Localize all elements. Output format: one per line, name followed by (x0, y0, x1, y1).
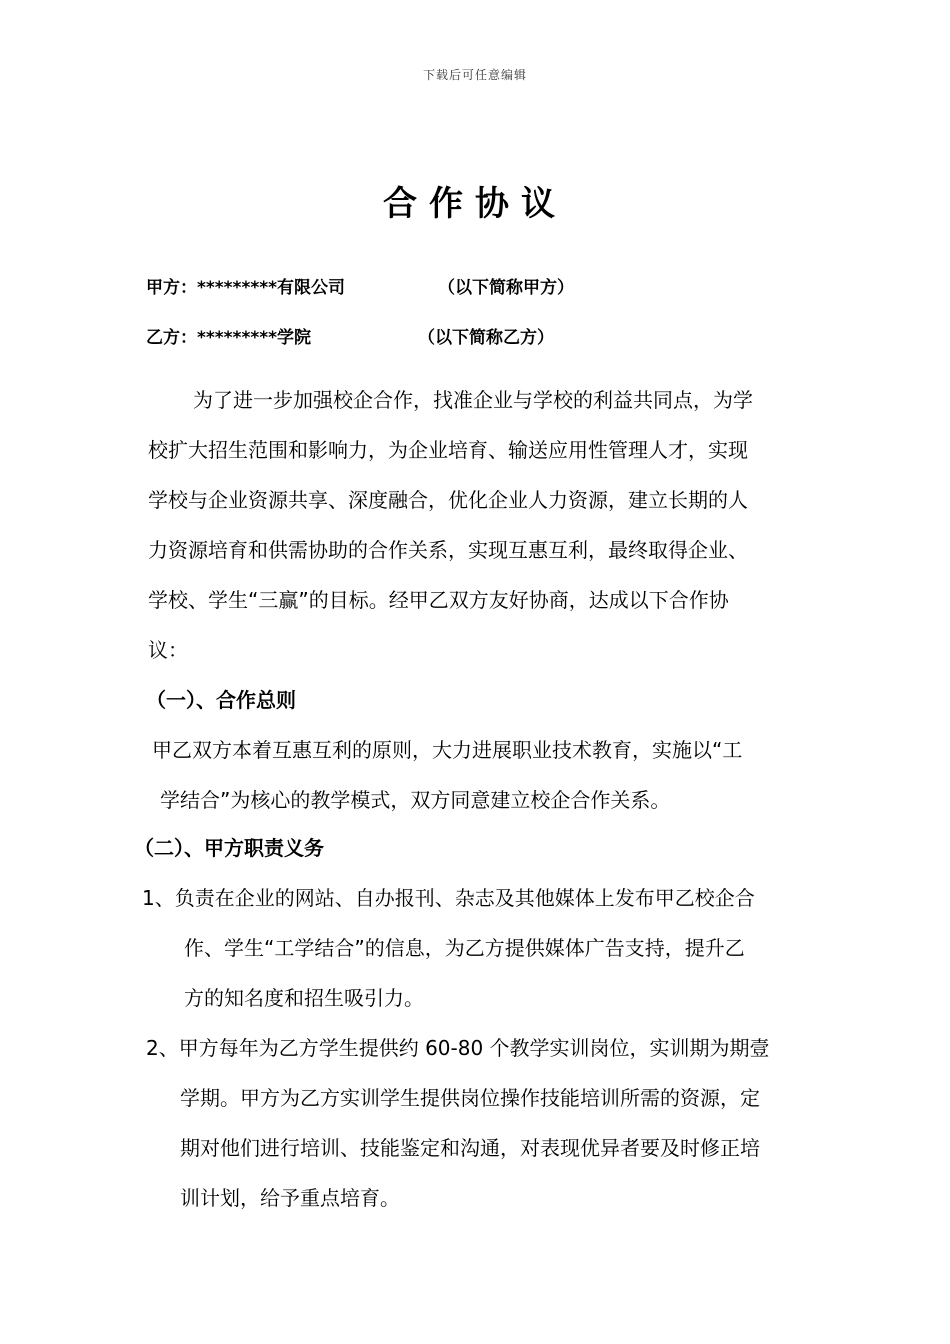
section-2-heading: （二）、甲方职责义务 (134, 836, 324, 860)
party-a-line (146, 273, 574, 298)
item-1-line: 方的知名度和招生吸引力。 (184, 986, 424, 1010)
party-b-line (146, 323, 554, 348)
document-title: 合作协议 (383, 184, 567, 224)
item-2-line: 2、甲方每年为乙方学生提供约 60-80 个教学实训岗位，实训期为期壹 (146, 1036, 770, 1060)
party-b-label: 乙方：*********学院 (146, 328, 312, 348)
item-1-line: 1、负责在企业的网站、自办报刊、杂志及其他媒体上发布甲乙校企合 (142, 886, 755, 910)
party-a-abbreviation: （以下简称甲方） (438, 278, 574, 298)
intro-line: 学校、学生“三赢”的目标。经甲乙双方友好协商，达成以下合作协 (148, 588, 729, 612)
item-2-line: 学期。甲方为乙方实训学生提供岗位操作技能培训所需的资源，定 (180, 1086, 760, 1110)
item-1-line: 作、学生“工学结合”的信息，为乙方提供媒体广告支持，提升乙 (184, 936, 745, 960)
intro-line: 学校与企业资源共享、深度融合，优化企业人力资源，建立长期的人 (148, 488, 748, 512)
section-1-heading: （一）、合作总则 (146, 688, 296, 712)
intro-line: 为了进一步加强校企合作，找准企业与学校的利益共同点，为学 (193, 388, 753, 412)
page-header-note: 下载后可任意编辑 (422, 68, 527, 82)
item-2-line: 期对他们进行培训、技能鉴定和沟通，对表现优异者要及时修正培 (180, 1136, 760, 1160)
intro-line: 议： (148, 638, 188, 662)
section-1-line: 甲乙双方本着互惠互利的原则，大力进展职业技术教育，实施以“工 (152, 738, 743, 762)
intro-line: 校扩大招生范围和影响力，为企业培育、输送应用性管理人才，实现 (148, 438, 748, 462)
party-a-label: 甲方：*********有限公司 (146, 278, 346, 298)
section-1-line: 学结合”为核心的教学模式，双方同意建立校企合作关系。 (160, 788, 671, 812)
party-b-abbreviation: （以下简称乙方） (418, 328, 554, 348)
intro-line: 力资源培育和供需协助的合作关系，实现互惠互利，最终取得企业、 (148, 538, 748, 562)
item-2-line: 训计划，给予重点培育。 (180, 1186, 400, 1210)
